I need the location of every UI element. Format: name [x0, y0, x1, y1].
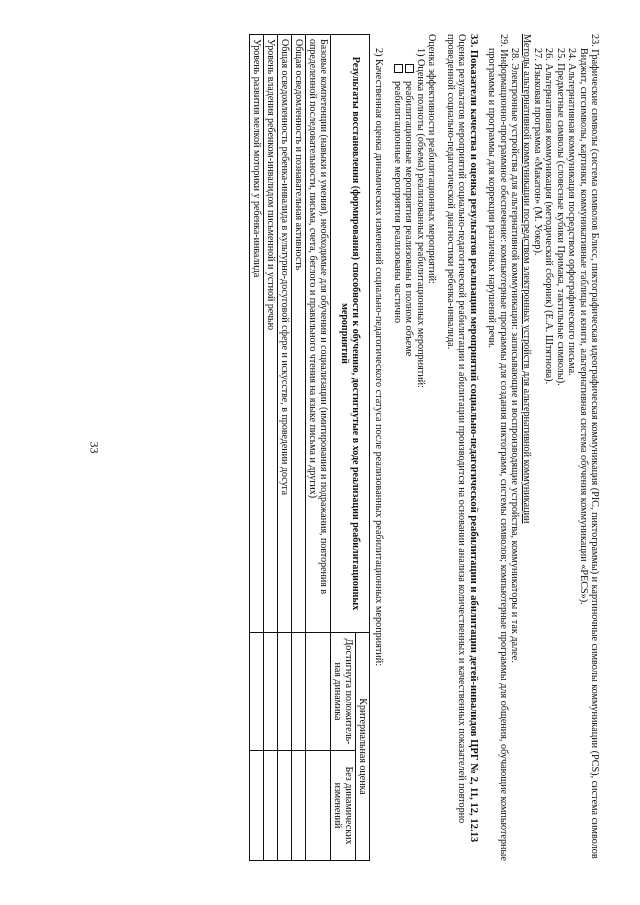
table-cell-positive[interactable] [264, 633, 278, 751]
checkbox-label: реабилитационные мероприятия реализованы частично [391, 81, 403, 324]
table-row [250, 35, 264, 861]
completeness-label: 1) Оценка полноты (объема) реализованных реабилитационных мероприятий: [414, 48, 426, 388]
checkbox-icon[interactable] [405, 64, 414, 73]
table-cell-result: Общая осведомленность ребенка-инвалида в культурно-досуговой сфере и искусстве, в проведении досуга [278, 35, 292, 633]
page-number: 33 [87, 441, 102, 454]
table-row [264, 35, 278, 861]
evaluation-table [249, 34, 370, 861]
header-positive: Достигнута положитель-ная динамика [331, 633, 356, 751]
header-results: Результаты восстановления (формирования) способности к обучению, достигнутые в ходе реализации реабилитационных мероприятий [331, 35, 370, 633]
table-cell-none[interactable] [306, 751, 331, 861]
table-cell-none[interactable] [250, 751, 264, 861]
list-item: 23. Графические символы (система символов Блисс, пиктографическая идеографическая коммуникация (PIC, пиктограммы) и картиночные символы коммуникации (PCS), система символов Виджит, сигсимволы, картинки, коммуникативные таблицы и книги, альтернативная система обучения коммуникации «PECS»). [577, 34, 600, 859]
checkbox-option [403, 34, 414, 870]
header-criteria: Критериальная оценка [356, 633, 370, 861]
table-cell-none[interactable] [264, 751, 278, 861]
list-item: 25. Предметные символы (словесные кубики Примака, тактильные символы). [554, 48, 566, 386]
table-row [306, 35, 331, 861]
table-cell-none[interactable] [278, 751, 292, 861]
checkbox-label: реабилитационные мероприятия реализованы в полном объеме [403, 81, 415, 357]
qualitative-label: 2) Качественная оценка динамических изменений социально-педагогического статуса после реализованных реабилитационных мероприятий: [373, 48, 385, 667]
table-cell-positive[interactable] [250, 633, 264, 751]
table-cell-result: Уровень владения ребенком-инвалидом письменной и устной речью [264, 35, 278, 633]
section-heading: 33. Показатели качества и оценка результатов реализации мероприятий социально-педагогической реабилитации и абилитации детей-инвалидов ЦРГ № 2, 11, 12, 12.13 [467, 34, 479, 843]
table-cell-positive[interactable] [306, 633, 331, 751]
table-cell-positive[interactable] [278, 633, 292, 751]
table-cell-result: Общая осведомленность и познавательная активность [292, 35, 306, 633]
list-item: 27. Языковая программа «Макатон» (М. Уокер). [531, 48, 543, 256]
methods-heading: Методы альтернативной коммуникации посредством электронных устройств для альтернативной коммуникации [520, 34, 532, 524]
table-cell-result: Уровень развития мелкой моторики у ребенка-инвалида [250, 35, 264, 633]
checkbox-option [392, 34, 403, 870]
table-row [292, 35, 306, 861]
list-item: 26. Альтернативная коммуникация (методический сборник) (Е.А. Штятнова). [543, 48, 555, 385]
efficiency-label: Оценка эффективности реабилитационных мероприятий: [426, 34, 438, 284]
checkbox-icon[interactable] [394, 64, 403, 73]
list-item: 24. Альтернативная коммуникация посредством орфографического письма. [566, 48, 578, 376]
table-row [278, 35, 292, 861]
table-cell-positive[interactable] [292, 633, 306, 751]
table-cell-result: Базовые компетенции (навыки и умения), необходимые для обучения и социализации (имитирования и подражания, повторения в определенной последовательности, письма, счета, беглого и правильного чтения на языке письма и других) [306, 35, 331, 633]
list-item: 29. Информационно-программное обеспечение: компьютерные программы для создания пиктограмм, системы символов; компьютерные программы для общения, обучающие компьютерные программы и программы для коррекции различных нарушений речи. [486, 34, 509, 861]
table-cell-none[interactable] [292, 751, 306, 861]
header-none: Без динамических изменений [331, 751, 356, 861]
rotated-page-content [40, 34, 600, 870]
list-item: 28. Электронные устройства для альтернативной коммуникации: записывающие и воспроизводящие устройства, коммуникаторы и так далее. [509, 48, 521, 663]
section-intro: Оценка результатов мероприятий социально-педагогической реабилитации и абилитации производится на основании анализа количественных и качественных показателей повторно проведенной социально-педагогической диагностики ребенка-инвалида. [444, 34, 467, 824]
